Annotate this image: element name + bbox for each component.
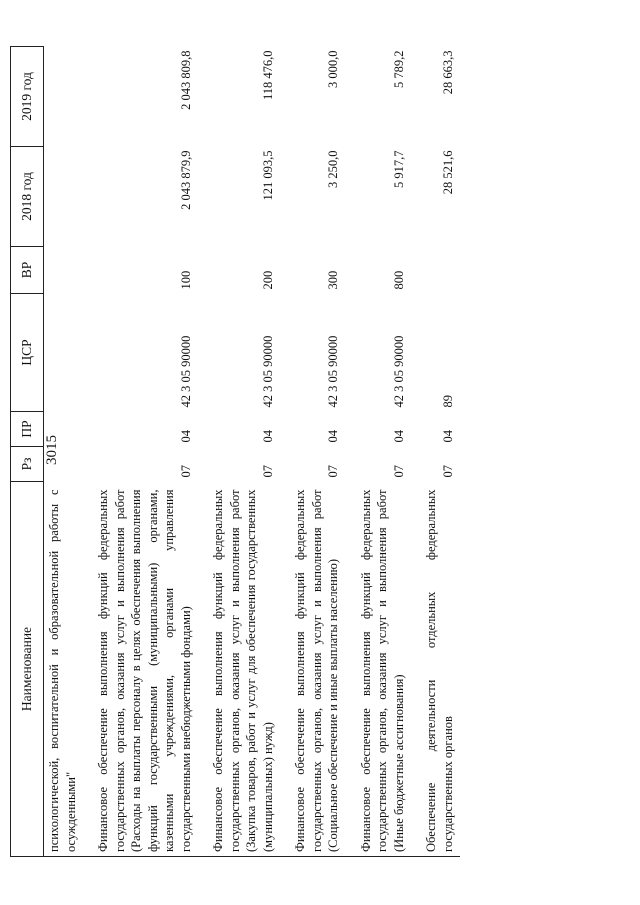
row-name: психологической, воспитательной и образовательной работы с осужденными" [44,482,84,857]
table-row [198,47,280,857]
row-pr [44,412,84,447]
row-rz [44,447,84,482]
row-csr: 42 3 05 90000 [260,335,275,408]
row-csr: 42 3 05 90000 [326,335,340,408]
row-2018: 2 043 879,9 [178,150,193,210]
header-rz: Рз [11,447,44,482]
page-number: 3015 [44,435,60,465]
budget-table [10,46,460,857]
row-name: Обеспечение деятельности отдельных федеральных государственных органов [411,482,460,857]
row-name: Финансовое обеспечение выполнения функций федеральных государственных органов, оказания услуг и выполнения работ (Социальное обеспечение и иные выплаты населению) [280,482,346,857]
table-row [44,47,84,857]
row-pr: 04 [260,430,275,443]
header-name: Наименование [11,482,44,857]
row-2018 [44,147,84,247]
row-2019: 28 663,3 [440,50,455,95]
row-rz: 07 [391,465,406,478]
table-row [411,47,460,857]
row-pr: 04 [178,430,193,443]
table-header-row [11,47,44,857]
row-rz: 07 [260,465,275,478]
row-csr [44,294,84,412]
row-2019: 3 000,0 [326,50,340,88]
row-vr [44,247,84,294]
header-2019: 2019 год [11,47,44,147]
row-name: Финансовое обеспечение выполнения функций федеральных государственных органов, оказания услуг и выполнения работ (Иные бюджетные ассигнования) [346,482,412,857]
row-pr: 04 [391,430,406,443]
header-pr: ПР [11,412,44,447]
row-vr [411,247,460,294]
row-2019 [44,47,84,147]
row-csr: 42 3 05 90000 [178,335,193,408]
row-name: Финансовое обеспечение выполнения функций федеральных государственных органов, оказания услуг и выполнения работ (Расходы на выплаты персоналу в целях обеспечения выполнения функций государственными (муниципальными) органами, казенными учреждениями, органами управления государственными внебюджетными фондами) [83,482,198,857]
row-2019: 2 043 809,8 [178,50,193,110]
header-vr: ВР [11,247,44,294]
row-csr: 42 3 05 90000 [391,335,406,408]
table-row [346,47,412,857]
row-2018: 3 250,0 [326,150,340,188]
row-2019: 118 476,0 [260,50,275,101]
row-rz: 07 [440,465,455,478]
table-row [83,47,198,857]
row-vr: 200 [260,270,275,290]
row-2018: 121 093,5 [260,150,275,201]
row-2018: 5 917,7 [391,150,406,188]
row-csr: 89 [440,395,455,408]
header-2018: 2018 год [11,147,44,247]
row-rz: 07 [178,465,193,478]
header-csr: ЦСР [11,294,44,412]
row-pr: 04 [440,430,455,443]
row-vr: 100 [178,270,193,290]
row-2018: 28 521,6 [440,150,455,195]
row-vr: 800 [391,270,406,290]
row-rz: 07 [326,465,340,478]
row-2019: 5 789,2 [391,50,406,88]
row-name: Финансовое обеспечение выполнения функций федеральных государственных органов, оказания услуг и выполнения работ (Закупка товаров, работ и услуг для обеспечения государственных (муниципальных) нужд) [198,482,280,857]
table-row [280,47,346,857]
row-vr: 300 [326,270,340,290]
row-pr: 04 [326,430,340,443]
budget-sheet [10,47,570,857]
